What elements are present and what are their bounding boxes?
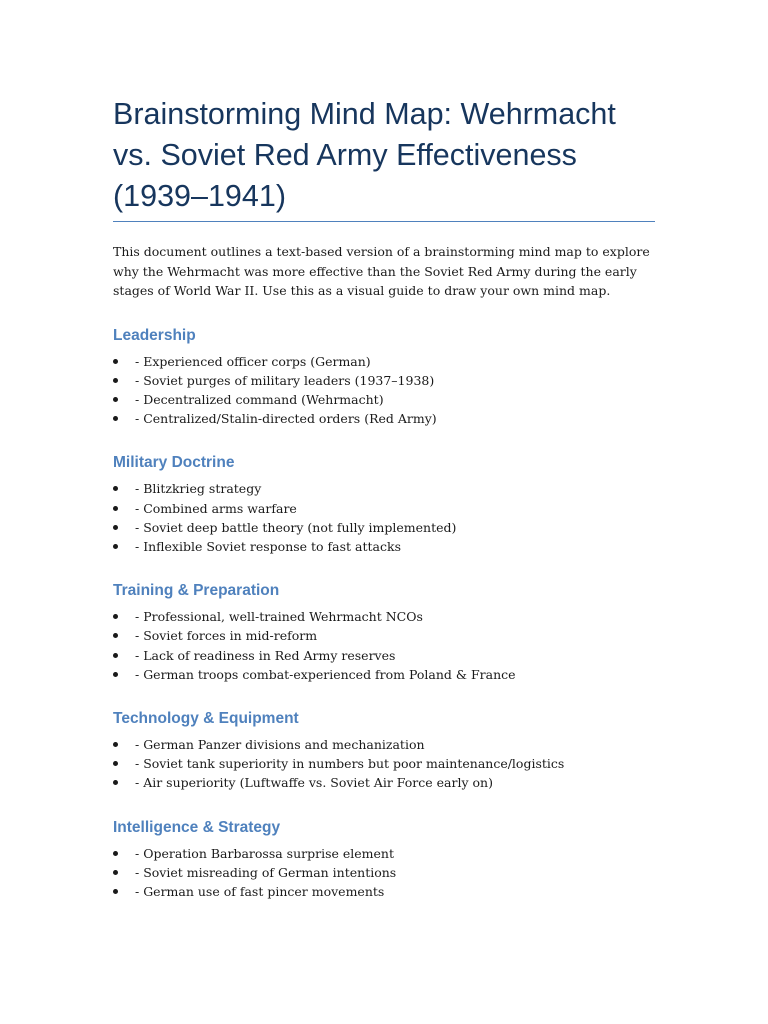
list-item-text: - German use of fast pincer movements bbox=[135, 883, 385, 899]
bullet-icon bbox=[113, 359, 118, 364]
bullet-list bbox=[113, 844, 658, 902]
list-item-text: - Operation Barbarossa surprise element bbox=[135, 845, 394, 861]
list-item bbox=[113, 499, 658, 518]
list-item bbox=[113, 371, 658, 390]
bullet-icon bbox=[113, 544, 118, 549]
section-heading: Leadership bbox=[113, 326, 196, 344]
list-item-text: - Blitzkrieg strategy bbox=[135, 481, 262, 497]
bullet-icon bbox=[113, 378, 118, 383]
list-item bbox=[113, 773, 658, 792]
section-leadership bbox=[113, 326, 658, 429]
list-item bbox=[113, 754, 658, 773]
bullet-icon bbox=[113, 672, 118, 677]
list-item bbox=[113, 882, 658, 901]
list-item bbox=[113, 607, 658, 626]
list-item-text: - Soviet tank superiority in numbers but poor maintenance/logistics bbox=[135, 756, 565, 772]
bullet-list bbox=[113, 352, 658, 429]
bullet-icon bbox=[113, 851, 118, 856]
list-item-text: - German Panzer divisions and mechanization bbox=[135, 736, 425, 752]
section-heading: Intelligence & Strategy bbox=[113, 818, 281, 836]
list-item-text: - Centralized/Stalin-directed orders (Red Army) bbox=[135, 411, 437, 427]
bullet-icon bbox=[113, 506, 118, 511]
bullet-icon bbox=[113, 653, 118, 658]
section-heading: Technology & Equipment bbox=[113, 709, 299, 727]
list-item-text: - Lack of readiness in Red Army reserves bbox=[135, 647, 396, 663]
bullet-icon bbox=[113, 416, 118, 421]
list-item-text: - Soviet forces in mid-reform bbox=[135, 628, 318, 644]
bullet-icon bbox=[113, 761, 118, 766]
bullet-icon bbox=[113, 397, 118, 402]
list-item bbox=[113, 626, 658, 645]
bullet-icon bbox=[113, 889, 118, 894]
section-technology-equipment bbox=[113, 709, 658, 793]
bullet-icon bbox=[113, 486, 118, 491]
section-training-preparation bbox=[113, 581, 658, 684]
list-item bbox=[113, 479, 658, 498]
list-item bbox=[113, 518, 658, 537]
list-item-text: - Soviet misreading of German intentions bbox=[135, 864, 397, 880]
list-item-text: - German troops combat-experienced from Poland & France bbox=[135, 666, 516, 682]
list-item bbox=[113, 665, 658, 684]
list-item-text: - Inflexible Soviet response to fast attacks bbox=[135, 538, 401, 554]
list-item bbox=[113, 537, 658, 556]
list-item bbox=[113, 735, 658, 754]
list-item-text: - Soviet deep battle theory (not fully implemented) bbox=[135, 519, 457, 535]
list-item bbox=[113, 352, 658, 371]
bullet-icon bbox=[113, 614, 118, 619]
list-item-text: - Soviet purges of military leaders (1937–1938) bbox=[135, 372, 435, 388]
section-heading: Training & Preparation bbox=[113, 582, 280, 600]
bullet-icon bbox=[113, 742, 118, 747]
bullet-list bbox=[113, 479, 658, 556]
bullet-icon bbox=[113, 633, 118, 638]
bullet-icon bbox=[113, 870, 118, 875]
title-divider bbox=[113, 221, 655, 222]
bullet-icon bbox=[113, 780, 118, 785]
document-title: Brainstorming Mind Map: Wehrmacht vs. Soviet Red Army Effectiveness (1939–1941) bbox=[113, 97, 616, 213]
list-item-text: - Combined arms warfare bbox=[135, 500, 297, 516]
document-content bbox=[113, 94, 658, 901]
intro-paragraph: This document outlines a text-based version of a brainstorming mind map to explore why the Wehrmacht was more effective than the Soviet Red Army during the early stages of World War II. Use this as a visual guide to draw your own mind map. bbox=[113, 244, 650, 298]
section-military-doctrine bbox=[113, 453, 658, 556]
bullet-list bbox=[113, 735, 658, 793]
section-heading: Military Doctrine bbox=[113, 454, 235, 472]
list-item bbox=[113, 409, 658, 428]
list-item-text: - Decentralized command (Wehrmacht) bbox=[135, 391, 384, 407]
bullet-icon bbox=[113, 525, 118, 530]
list-item bbox=[113, 646, 658, 665]
list-item-text: - Experienced officer corps (German) bbox=[135, 353, 371, 369]
list-item bbox=[113, 863, 658, 882]
bullet-list bbox=[113, 607, 658, 684]
list-item bbox=[113, 844, 658, 863]
section-intelligence-strategy bbox=[113, 818, 658, 902]
list-item-text: - Professional, well-trained Wehrmacht NCOs bbox=[135, 609, 423, 625]
list-item-text: - Air superiority (Luftwaffe vs. Soviet Air Force early on) bbox=[135, 775, 493, 791]
list-item bbox=[113, 390, 658, 409]
